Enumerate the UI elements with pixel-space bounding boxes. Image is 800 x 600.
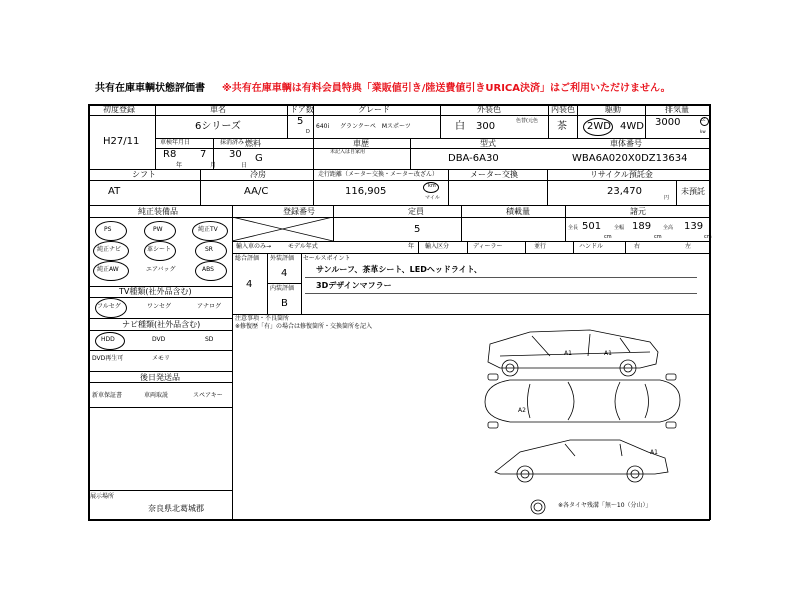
inspection-unit-day: 日 — [241, 162, 248, 169]
label-overall-score: 総合評価 — [235, 255, 260, 262]
tv-oneseg: ワンセグ — [147, 303, 172, 310]
label-interior-score: 内装評価 — [270, 285, 295, 292]
damage-mark-1: A1 — [564, 350, 572, 357]
tv-fullseg: フルセグ — [97, 303, 121, 310]
equip-sr: SR — [205, 246, 213, 253]
label-capacity: 定員 — [408, 207, 424, 216]
label-sales-point: セールスポイント — [303, 255, 351, 262]
notice-text: ※共有在庫車輌は有料会員特典「業販値引き/陸送費値引きURICA決済」はご利用いただけません。 — [222, 83, 671, 94]
label-car-name: 車名 — [210, 105, 226, 114]
inspection-day: 30 — [229, 149, 242, 160]
sales-point-line-1: サンルーフ、茶革シート、LEDヘッドライト、 — [316, 265, 482, 274]
exterior-color-value: 白 — [455, 121, 465, 132]
capacity-value: 5 — [414, 224, 421, 235]
label-model-year-import: モデル年式 — [288, 243, 318, 250]
equip-ps: PS — [104, 226, 112, 233]
doc-warranty: 新車保証書 — [92, 392, 123, 399]
overall-score: 4 — [246, 279, 253, 290]
document-title: 共有在庫車輌状態評価書 — [95, 83, 205, 94]
label-chassis: 車体番号 — [610, 139, 642, 148]
height-value: 139 — [684, 221, 704, 232]
ac-value: AA/C — [244, 186, 269, 197]
navi-hdd: HDD — [101, 336, 115, 343]
recycle-value: 23,470 — [607, 186, 642, 197]
label-fuel: 燃料 — [245, 139, 261, 148]
sales-point-line-2: 3Dデザインマフラー — [316, 281, 392, 290]
label-navi-type: ナビ種類(社外品含む) — [122, 320, 201, 329]
label-first-registration: 初度登録 — [103, 105, 135, 114]
mileage-unit: km — [428, 183, 436, 189]
length-value: 501 — [582, 221, 602, 232]
recycle-unit: 円 — [664, 195, 670, 201]
inspection-unit-month: 月 — [210, 162, 217, 169]
doc-spare-key: スペアキー — [193, 392, 223, 399]
label-handle: ハンドル — [579, 243, 604, 250]
label-notes: 注意事項・不良箇所 — [235, 315, 290, 322]
type-value: DBA-6A30 — [448, 153, 499, 164]
doors-value: 5 — [297, 116, 304, 127]
label-mileage: 走行距離（メーター交換・メーター改ざん） — [318, 171, 439, 178]
label-ac: 冷房 — [250, 170, 266, 179]
label-display-location: 展示場所 — [90, 493, 115, 500]
equip-abs: ABS — [202, 266, 214, 273]
label-exterior-score: 外装評価 — [270, 255, 295, 262]
label-equipment: 純正装備品 — [138, 207, 178, 216]
import-parallel: 並行 — [534, 243, 547, 250]
tv-analog: アナログ — [197, 303, 222, 310]
equip-navi: 純正ナビ — [97, 246, 122, 253]
mileage-value: 116,905 — [345, 186, 387, 197]
drive-4wd: 4WD — [620, 121, 644, 132]
label-interior-color: 内装色 — [551, 105, 575, 114]
label-registration-number: 登録番号 — [283, 207, 315, 216]
navi-dvd: DVD — [152, 336, 166, 343]
damage-mark-3: A2 — [518, 407, 526, 414]
fuel-value: G — [255, 153, 263, 164]
label-drive: 駆動 — [605, 105, 621, 114]
interior-color-value: 茶 — [557, 121, 567, 132]
handle-left: 左 — [685, 243, 692, 250]
displacement-unit-kw: kw — [700, 129, 706, 134]
color-change-note: 色替(元色 — [516, 118, 538, 124]
displacement-value: 3000 — [655, 117, 681, 128]
width-value: 189 — [632, 221, 652, 232]
label-type: 型式 — [480, 139, 496, 148]
label-import-class: 輸入区分 — [425, 243, 450, 250]
shift-value: AT — [108, 186, 121, 197]
grade-value: グランクーペ Mスポーツ — [340, 123, 411, 130]
doc-manual: 車両取説 — [144, 392, 169, 399]
chassis-number: WBA6A020X0DZ13634 — [572, 153, 688, 164]
car-damage-diagram — [470, 322, 705, 522]
label-inspection-date: 車検年月日 — [160, 139, 191, 146]
label-specifications: 諸元 — [630, 207, 646, 216]
tire-note: ※各タイヤ残溝「無～10（分山）」 — [558, 502, 652, 509]
exterior-score: 4 — [281, 268, 288, 279]
notes-repair-instruction: ※修復歴「有」の場合は修復箇所・交換箇所を記入 — [235, 323, 373, 330]
first-registration-value: H27/11 — [103, 136, 140, 147]
navi-sd: SD — [205, 336, 214, 343]
private-use-note: 未記入は自家用 — [330, 149, 366, 155]
label-doors: ドア数 — [290, 105, 314, 114]
damage-mark-4: A1 — [650, 449, 658, 456]
label-recycle-deposit: リサイクル預託金 — [590, 170, 653, 179]
label-shift: シフト — [132, 170, 156, 179]
crossed-cell — [232, 217, 334, 242]
label-meter-exchange: メーター交換 — [470, 170, 518, 179]
drive-2wd: 2WD — [587, 121, 611, 132]
height-unit: cm — [704, 234, 712, 240]
equip-leather: 革シート — [147, 246, 172, 253]
label-height: 全高 — [663, 225, 674, 231]
recycle-status: 未預託 — [681, 187, 705, 196]
equip-pw: PW — [153, 226, 163, 233]
label-displacement: 排気量 — [665, 105, 689, 114]
label-cancelled: 抹消済み — [220, 139, 245, 146]
inspection-era: R8 — [163, 149, 177, 160]
width-unit: cm — [654, 234, 662, 240]
equip-airbag: エアバッグ — [146, 266, 176, 273]
interior-score: B — [281, 298, 288, 309]
equip-tv: 純正TV — [198, 226, 218, 233]
handle-right: 右 — [634, 243, 641, 250]
label-width: 全幅 — [614, 225, 625, 231]
car-name-value: 6シリーズ — [195, 121, 241, 132]
grade-code: 640i — [316, 123, 330, 130]
door-unit: D — [306, 129, 310, 135]
inspection-month: 7 — [200, 149, 207, 160]
label-load-capacity: 積載量 — [506, 207, 530, 216]
label-grade: グレード — [358, 105, 390, 114]
displacement-unit: cc — [701, 117, 706, 122]
navi-memory: メモリ — [152, 355, 171, 362]
length-unit: cm — [604, 234, 612, 240]
label-import-only: 輸入車のみ→ — [236, 243, 272, 250]
damage-mark-2: A1 — [604, 350, 612, 357]
mileage-unit-mile: マイル — [425, 195, 440, 201]
label-length: 全長 — [568, 225, 579, 231]
label-exterior-color: 外装色 — [477, 105, 501, 114]
exterior-color-code: 300 — [476, 121, 496, 132]
equip-aw: 純正AW — [97, 266, 119, 273]
label-model-year: 車歴 — [353, 139, 369, 148]
display-location-value: 奈良県北葛城郡 — [148, 504, 204, 513]
import-dealer: ディーラー — [473, 243, 503, 250]
inspection-unit-year: 年 — [176, 162, 183, 169]
import-year-unit: 年 — [408, 243, 415, 250]
label-tv-type: TV種類(社外品含む) — [119, 287, 192, 296]
label-later-shipment: 後日発送品 — [140, 373, 180, 382]
navi-dvd-play: DVD再生可 — [92, 355, 124, 362]
